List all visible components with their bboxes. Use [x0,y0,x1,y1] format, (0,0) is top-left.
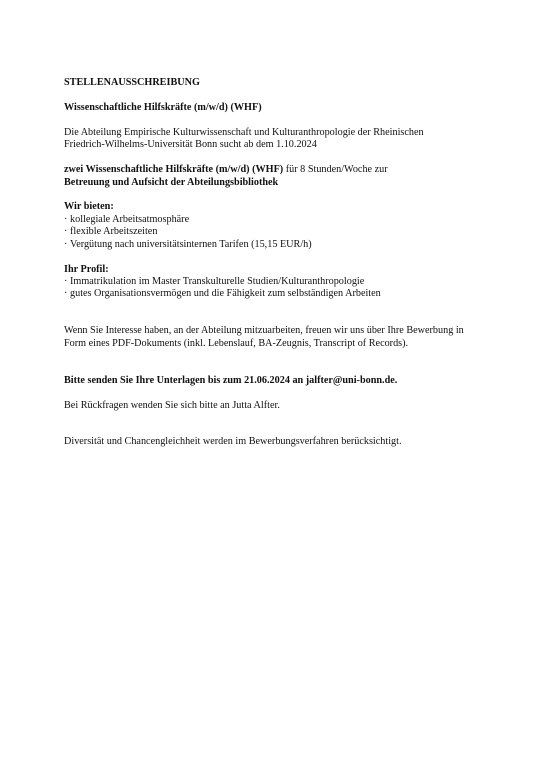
profile-section [64,264,494,301]
intro-paragraph [64,127,494,152]
bullet-icon: · [64,275,68,287]
deadline-notice: Bitte senden Sie Ihre Unterlagen bis zum 21.06.2024 an jalfter@uni-bonn.de. [64,374,398,386]
profile-heading: Ihr Profil: [64,263,109,275]
intro-line-1: Die Abteilung Empirische Kulturwissenschaft und Kulturanthropologie der Rheinischen [64,126,424,138]
list-item [64,226,494,238]
list-item [64,288,494,300]
offer-task: Betreuung und Aufsicht der Abteilungsbibliothek [64,176,279,188]
bullet-icon: · [64,226,68,238]
interest-line-1: Wenn Sie Interesse haben, an der Abteilung mitzuarbeiten, freuen wir uns über Ihre Bewerbung in [64,325,464,337]
offer-count-title: zwei Wissenschaftliche Hilfskräfte (m/w/d) (WHF) [64,164,284,176]
benefit-text: Vergütung nach universitätsinternen Tarifen (15,15 EUR/h) [70,238,312,250]
benefits-heading: Wir bieten: [64,201,114,213]
bullet-icon: · [64,288,68,300]
document-content [64,77,494,449]
profile-text: gutes Organisationsvermögen und die Fähigkeit zum selbständigen Arbeiten [70,288,381,300]
benefits-list [64,214,494,251]
bullet-icon: · [64,238,68,250]
benefit-text: flexible Arbeitszeiten [70,226,158,238]
benefit-text: kollegiale Arbeitsatmosphäre [70,213,190,225]
offer-paragraph [64,164,494,189]
list-item [64,214,494,226]
list-item [64,276,494,288]
profile-text: Immatrikulation im Master Transkulturelle Studien/Kulturanthropologie [70,275,365,287]
questions-contact: Bei Rückfragen wenden Sie sich bitte an Jutta Alfter. [64,399,280,411]
interest-line-2: Form eines PDF-Dokuments (inkl. Lebenslauf, BA-Zeugnis, Transcript of Records). [64,337,409,349]
diversity-statement: Diversität und Chancengleichheit werden im Bewerbungsverfahren berücksichtigt. [64,436,402,448]
document-heading: STELLENAUSSCHREIBUNG [64,77,200,88]
interest-paragraph [64,325,494,350]
list-item [64,239,494,251]
offer-hours: für 8 Stunden/Woche zur [283,164,388,176]
profile-list [64,276,494,301]
intro-line-2: Friedrich-Wilhelms-Universität Bonn sucht ab dem 1.10.2024 [64,139,317,151]
position-title: Wissenschaftliche Hilfskräfte (m/w/d) (WHF) [64,101,262,113]
offer-line-1 [64,164,494,176]
bullet-icon: · [64,213,68,225]
benefits-section [64,201,494,251]
